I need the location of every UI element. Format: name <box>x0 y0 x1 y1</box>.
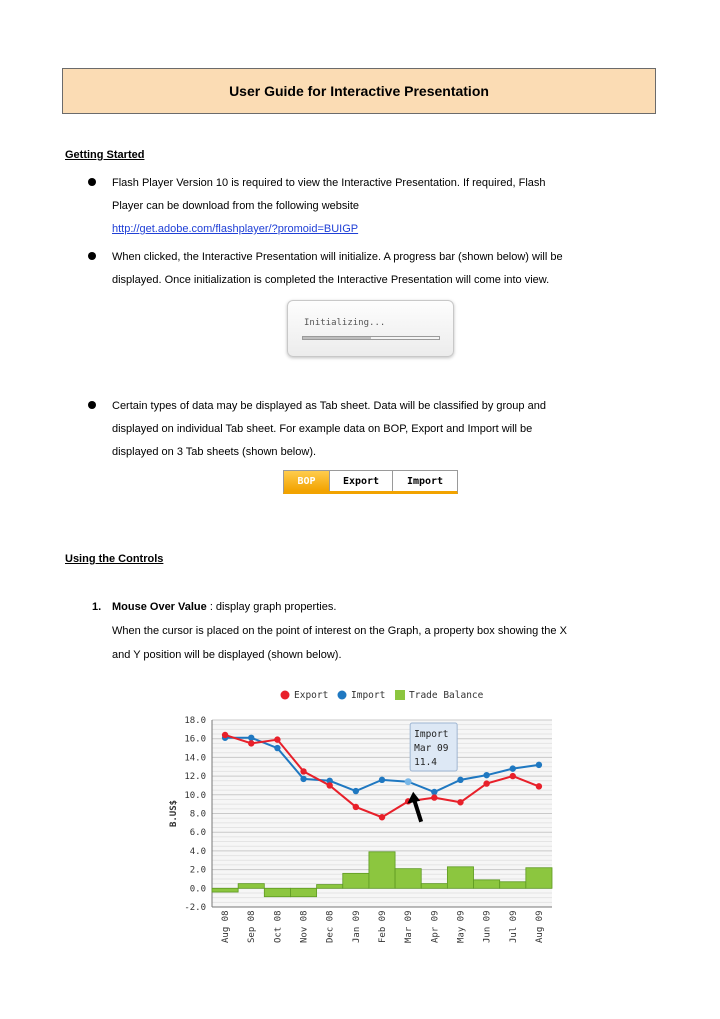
item1-number: 1. <box>92 601 102 613</box>
import-point <box>431 789 437 795</box>
item1-heading <box>112 600 336 614</box>
export-point <box>248 740 254 746</box>
tab-bop[interactable]: BOP <box>284 471 330 491</box>
x-tick-label: May 09 <box>456 910 467 943</box>
x-tick-label: Nov 08 <box>299 910 310 943</box>
trade-balance-bar <box>264 888 290 896</box>
x-tick-label: Aug 09 <box>534 910 545 943</box>
y-tick-label: 14.0 <box>184 753 206 764</box>
bullet3-text-line3: displayed on 3 Tab sheets (shown below). <box>112 446 317 458</box>
tab-bar <box>283 470 458 494</box>
trade-balance-bar <box>421 884 447 889</box>
legend-label: Export <box>294 690 329 701</box>
progress-fill <box>303 337 371 339</box>
import-point <box>248 735 254 741</box>
tooltip-text: 11.4 <box>414 757 438 768</box>
x-tick-label: Jul 09 <box>508 910 519 943</box>
import-point <box>536 762 542 768</box>
y-tick-label: 12.0 <box>184 772 206 783</box>
tooltip-text: Mar 09 <box>414 743 449 754</box>
trade-balance-bar <box>290 888 316 896</box>
legend-label: Trade Balance <box>409 690 484 701</box>
import-point <box>483 772 489 778</box>
trade-balance-bar <box>500 882 526 889</box>
export-point <box>431 794 437 800</box>
import-point <box>457 777 463 783</box>
tooltip <box>410 723 457 771</box>
chart-svg <box>160 680 560 950</box>
trade-balance-bar <box>369 852 395 888</box>
x-tick-label: Aug 08 <box>221 910 232 943</box>
bullet3-text-line1: Certain types of data may be displayed as Tab sheet. Data will be classified by group and <box>112 400 546 412</box>
export-point <box>353 804 359 810</box>
trade-balance-bar <box>343 873 369 888</box>
x-tick-label: Dec 08 <box>325 910 336 943</box>
legend-marker <box>338 691 347 700</box>
legend-marker <box>281 691 290 700</box>
export-point <box>483 780 489 786</box>
export-point <box>457 799 463 805</box>
trade-balance-bar <box>238 884 264 889</box>
y-tick-label: 2.0 <box>189 865 206 876</box>
item1-description: : display graph properties. <box>206 601 337 613</box>
import-point <box>510 765 516 771</box>
trade-balance-bar <box>474 880 500 888</box>
y-tick-label: 18.0 <box>184 716 206 726</box>
y-tick-label: -2.0 <box>184 903 206 913</box>
trade-balance-bar <box>447 867 473 889</box>
y-tick-label: 10.0 <box>184 790 206 801</box>
using-controls-heading: Using the Controls <box>65 553 164 565</box>
bullet1-text-line1: Flash Player Version 10 is required to view the Interactive Presentation. If required, Flash <box>112 177 546 189</box>
bullet-icon <box>88 401 96 409</box>
y-tick-label: 0.0 <box>189 884 206 895</box>
y-tick-label: 4.0 <box>189 846 206 857</box>
bullet1-text-line2: Player can be download from the following website <box>112 200 360 212</box>
legend-label: Import <box>351 690 386 701</box>
tab-export[interactable]: Export <box>330 471 393 491</box>
export-point <box>222 732 228 738</box>
document-title: User Guide for Interactive Presentation <box>62 68 656 114</box>
bullet3-text-line2: displayed on individual Tab sheet. For example data on BOP, Export and Import will be <box>112 423 533 435</box>
y-tick-label: 6.0 <box>189 828 206 839</box>
tooltip-text: Import <box>414 729 449 740</box>
export-point <box>536 783 542 789</box>
line-chart <box>160 680 560 950</box>
x-tick-label: Apr 09 <box>430 910 441 943</box>
tab-import[interactable]: Import <box>406 475 444 487</box>
x-tick-label: Oct 08 <box>273 910 284 943</box>
flashplayer-link[interactable]: http://get.adobe.com/flashplayer/?promoid=BUIGP <box>112 223 359 235</box>
getting-started-heading: Getting Started <box>65 149 145 161</box>
bullet-icon <box>88 178 96 186</box>
y-tick-label: 16.0 <box>184 734 206 745</box>
bullet2-text-line2: displayed. Once initialization is completed the Interactive Presentation will come into view. <box>112 274 550 286</box>
hovered-point <box>405 778 412 785</box>
export-point <box>274 736 280 742</box>
import-point <box>300 776 306 782</box>
y-tick-label: 8.0 <box>189 809 206 820</box>
item1-title: Mouse Over Value <box>112 601 207 613</box>
export-point <box>510 773 516 779</box>
item1-text-line2: When the cursor is placed on the point of interest on the Graph, a property box showing the X <box>112 625 567 637</box>
import-point <box>353 788 359 794</box>
import-point <box>274 745 280 751</box>
item1-text-line3: and Y position will be displayed (shown below). <box>112 649 342 661</box>
export-point <box>300 768 306 774</box>
x-tick-label: Jan 09 <box>351 910 362 943</box>
export-point <box>379 814 385 820</box>
trade-balance-bar <box>212 888 238 892</box>
progress-dialog <box>287 300 454 357</box>
x-tick-label: Sep 08 <box>247 910 258 943</box>
progress-label: Initializing... <box>304 318 386 328</box>
x-tick-label: Mar 09 <box>404 910 415 943</box>
legend-marker <box>395 690 405 700</box>
bullet-icon <box>88 252 96 260</box>
y-axis-label: B.US$ <box>169 799 179 828</box>
export-point <box>326 782 332 788</box>
x-tick-label: Jun 09 <box>482 910 493 943</box>
trade-balance-bar <box>317 885 343 889</box>
trade-balance-bar <box>395 869 421 889</box>
progress-bar <box>302 336 440 340</box>
trade-balance-bar <box>526 868 552 889</box>
bullet2-text-line1: When clicked, the Interactive Presentation will initialize. A progress bar (shown below) will be <box>112 251 563 263</box>
import-point <box>379 777 385 783</box>
x-tick-label: Feb 09 <box>378 910 388 943</box>
